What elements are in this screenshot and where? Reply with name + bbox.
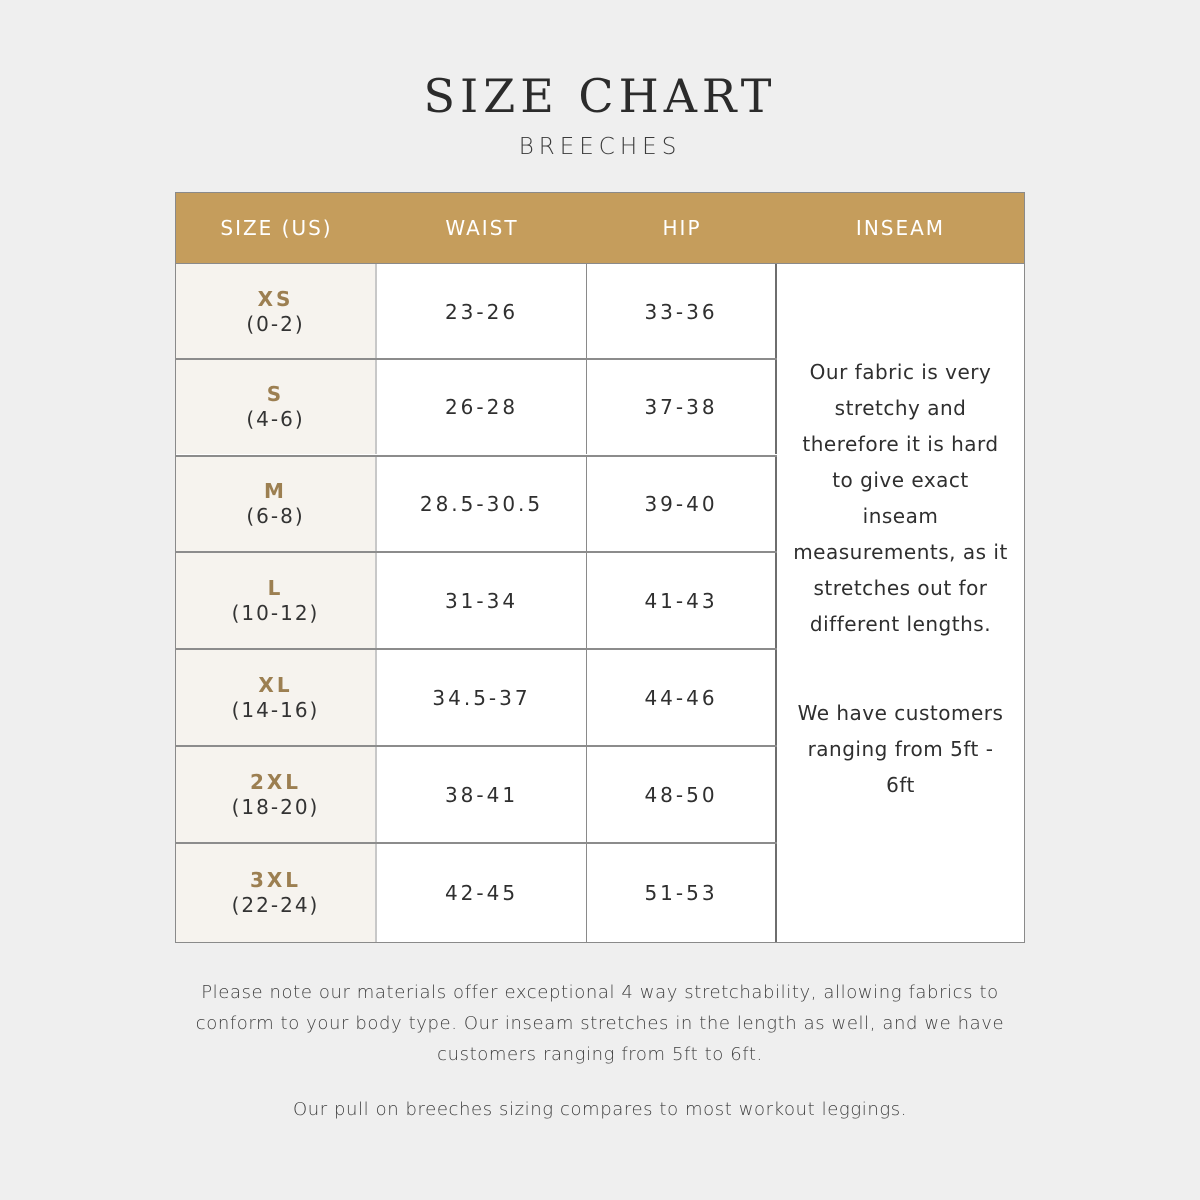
size-cell (176, 264, 377, 359)
size-label: 2XL (249, 769, 302, 794)
waist-cell: 28.5-30.5 (377, 456, 587, 552)
inseam-note-text: Our fabric is very stretchy and therefore it is hard to give exact inseam measurements, as it stretches out for different lengths. (793, 360, 1008, 636)
size-label: XL (258, 672, 293, 697)
waist-cell: 42-45 (377, 843, 587, 942)
hip-cell: 48-50 (587, 746, 777, 843)
inseam-note-cell (777, 264, 1024, 942)
hip-cell: 41-43 (587, 552, 777, 649)
row-divider (176, 745, 777, 747)
size-range: (22-24) (231, 892, 320, 917)
size-label: XS (257, 286, 294, 311)
column-header-size: SIZE (US) (220, 216, 333, 240)
size-range: (14-16) (231, 697, 320, 722)
table-row (176, 843, 777, 942)
size-cell (176, 843, 377, 942)
size-chart-table (175, 192, 1025, 943)
waist-cell: 34.5-37 (377, 649, 587, 746)
size-label: M (264, 479, 287, 503)
table-row (176, 456, 777, 552)
size-label: 3XL (249, 867, 302, 892)
size-range: (18-20) (231, 794, 320, 819)
row-divider (176, 842, 777, 844)
row-divider (176, 648, 777, 650)
table-row (176, 552, 777, 649)
table-row (176, 746, 777, 843)
row-divider (176, 455, 777, 457)
table-row (176, 359, 777, 454)
size-range: (6-8) (246, 504, 305, 528)
column-header-waist: WAIST (445, 216, 519, 240)
hip-cell: 33-36 (587, 264, 777, 359)
sizing-comparison-note: Our pull on breeches sizing compares to most workout leggings. (292, 1099, 908, 1120)
size-label: L (267, 575, 284, 600)
stretch-note: Please note our materials offer exceptional 4 way stretchability, allowing fabrics to conform to your body type. Our inseam stretches in the length as well, and we have customers ranging from 5ft to 6ft. (195, 982, 1005, 1065)
hip-cell: 44-46 (587, 649, 777, 746)
row-divider (176, 551, 777, 553)
waist-cell: 26-28 (377, 359, 587, 454)
size-range: (4-6) (246, 406, 305, 431)
hip-cell: 39-40 (587, 456, 777, 552)
size-label: S (266, 381, 285, 406)
table-row (176, 649, 777, 746)
page-subtitle: BREECHES (518, 134, 682, 160)
row-divider (176, 358, 777, 360)
size-cell (176, 649, 377, 746)
waist-cell: 31-34 (377, 552, 587, 649)
hip-cell: 37-38 (587, 359, 777, 454)
size-cell (176, 456, 377, 552)
size-range: (10-12) (231, 600, 320, 625)
table-row (176, 264, 777, 359)
page-title: SIZE CHART (423, 69, 777, 123)
column-header-inseam: INSEAM (855, 216, 946, 240)
size-cell (176, 746, 377, 843)
table-header (176, 193, 1024, 264)
waist-cell: 23-26 (377, 264, 587, 359)
column-header-hip: HIP (662, 216, 702, 240)
size-cell (176, 359, 377, 454)
size-cell (176, 552, 377, 649)
inseam-height-range-text: We have customers ranging from 5ft - 6ft (797, 701, 1004, 797)
hip-cell: 51-53 (587, 843, 777, 942)
waist-cell: 38-41 (377, 746, 587, 843)
size-range: (0-2) (246, 311, 305, 336)
